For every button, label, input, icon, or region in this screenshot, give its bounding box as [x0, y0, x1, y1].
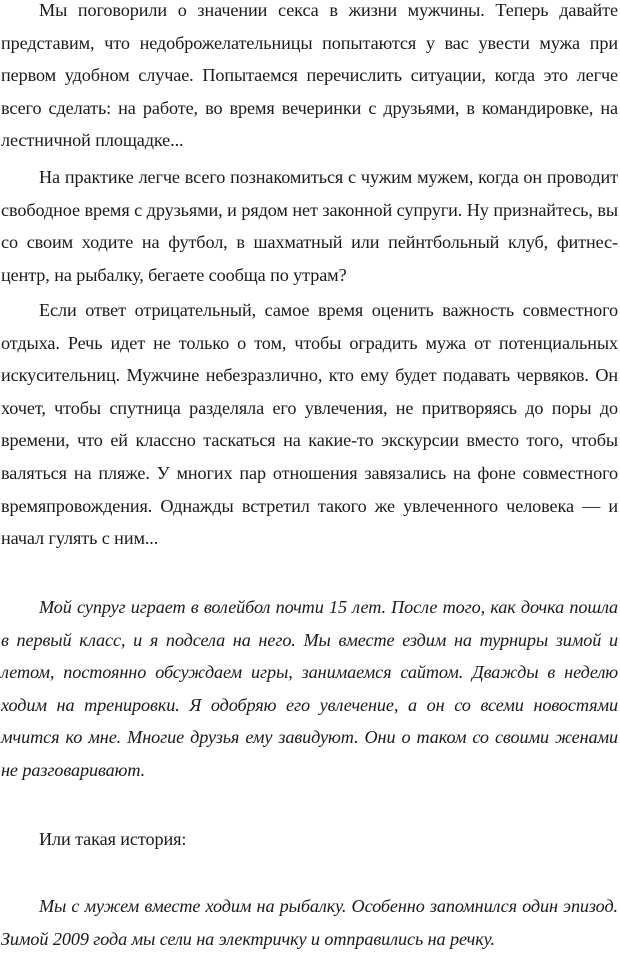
paragraph-practice: На практике легче всего познакомиться с чужим мужем, когда он проводит свободное время с друзьями, и рядом нет законной супруги. Ну признайтесь, вы со своим ходите на футбол, в шахматный или пейнтбольный клуб, фитнес-центр, на рыбалку, бегаете сообща по утрам?: [1, 167, 618, 285]
paragraph-another-story: Или такая история:: [39, 829, 187, 849]
paragraph-intro: Мы поговорили о значении секса в жизни мужчины. Теперь давайте представим, что недоброжелательницы попытаются у вас увести мужа при первом удобном случае. Попытаемся перечислить ситуации, когда это легче всего сделать: на работе, во время вечеринки с друзьями, в командировке, на лестничной площадке...: [1, 0, 618, 151]
quote-volleyball: Мой супруг играет в волейбол почти 15 лет. После того, как дочка пошла в первый класс, и я подсела на него. Мы вместе ездим на турниры зимой и летом, постоянно обсуждаем игры, занимаемся сайтом. Дважды в неделю ходим на тренировки. Я одобряю его увлечение, а он со всеми новостями мчится ко мне. Многие друзья ему завидуют. Они о таком со своими женами не разговаривают.: [1, 597, 618, 780]
quote-fishing: Мы с мужем вместе ходим на рыбалку. Особенно запомнился один эпизод. Зимой 2009 года мы сели на электричку и отправились на речку.: [1, 896, 618, 949]
paragraph-answer: Если ответ отрицательный, самое время оценить важность совместного отдыха. Речь идет не только о том, чтобы оградить мужа от потенциальных искусительниц. Мужчине небезразлично, кто ему будет подавать червяков. Он хочет, чтобы спутница разделяла его увлечения, не притворяясь до поры до времени, что ей классно таскаться на какие-то экскурсии вместо того, чтобы валяться на пляже. У многих пар отношения завязались на фоне совместного времяпровождения. Однажды встретил такого же увлеченного человека — и начал гулять с ним...: [1, 300, 618, 549]
